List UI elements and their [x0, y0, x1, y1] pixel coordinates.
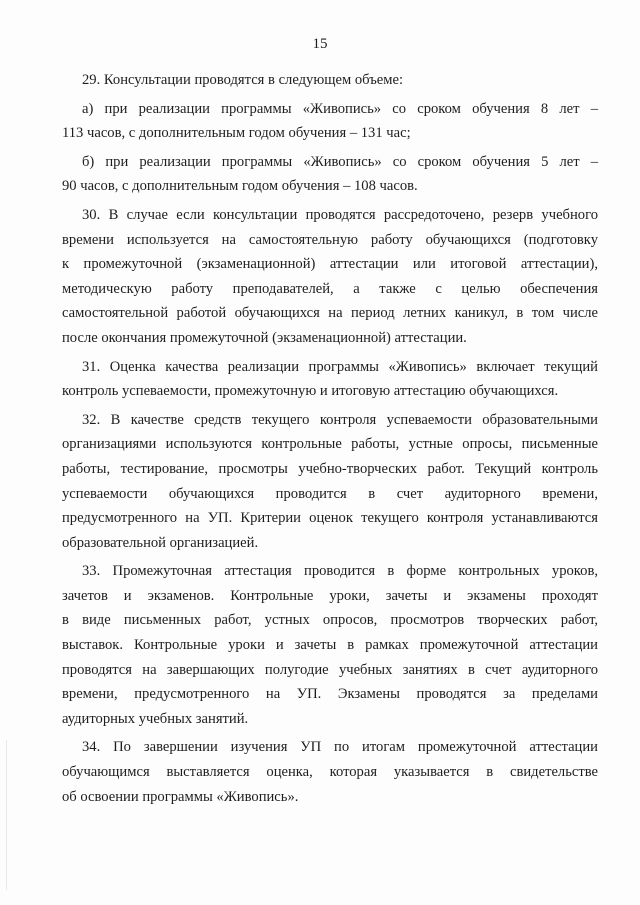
paragraph-line: 34. По завершении изучения УП по итогам промежуточной аттестации	[82, 739, 598, 756]
paragraph-line: 31. Оценка качества реализации программы «Живопись» включает текущий	[82, 358, 598, 375]
paragraph-line: самостоятельной работой обучающихся на период летних каникул, в том числе	[62, 305, 598, 322]
document-body	[62, 68, 598, 813]
paragraph	[62, 150, 598, 199]
paragraph	[62, 68, 598, 93]
paragraph-line: к промежуточной (экзаменационной) аттестации или итоговой аттестации),	[62, 256, 598, 273]
paragraph	[62, 559, 598, 731]
paragraph	[62, 355, 598, 404]
paragraph-line: зачетов и экзаменов. Контрольные уроки, зачеты и экзамены проходят	[62, 587, 598, 604]
paragraph-line: 30. В случае если консультации проводятся рассредоточено, резерв учебного	[82, 206, 598, 223]
paragraph	[62, 203, 598, 351]
paragraph-line: успеваемости обучающихся проводится в счет аудиторного времени,	[62, 485, 598, 502]
paragraph-line: времени, предусмотренного на УП. Экзамены проводятся за пределами	[62, 686, 598, 703]
paragraph-line: предусмотренного на УП. Критерии оценок текущего контроля устанавливаются	[62, 510, 598, 527]
page-number: 15	[312, 36, 328, 52]
paragraph-line: 113 часов, с дополнительным годом обучения – 131 час;	[62, 125, 411, 142]
paragraph-line: 29. Консультации проводятся в следующем объеме:	[82, 72, 403, 88]
paragraph-line: после окончания промежуточной (экзаменационной) аттестации.	[62, 329, 467, 346]
paragraph-line: контроль успеваемости, промежуточную и итоговую аттестацию обучающихся.	[62, 383, 559, 400]
paragraph	[62, 735, 598, 809]
paragraph-line: а) при реализации программы «Живопись» со сроком обучения 8 лет –	[82, 100, 598, 117]
paragraph-line: выставок. Контрольные уроки и зачеты в рамках промежуточной аттестации	[62, 637, 598, 654]
paragraph	[62, 97, 598, 146]
paragraph-line: образовательной организацией.	[62, 534, 259, 551]
paragraph-line: проводятся на завершающих полугодие учебных занятиях в счет аудиторного	[62, 661, 598, 678]
paragraph-line: в виде письменных работ, устных опросов, просмотров творческих работ,	[62, 612, 598, 629]
paragraph-line: б) при реализации программы «Живопись» со сроком обучения 5 лет –	[82, 153, 598, 170]
paragraph-line: 32. В качестве средств текущего контроля успеваемости образовательными	[82, 411, 598, 428]
paragraph-line: об освоении программы «Живопись».	[62, 788, 299, 805]
paragraph-line: обучающимся выставляется оценка, которая указывается в свидетельстве	[62, 764, 598, 781]
paragraph-line: организациями используются контрольные работы, устные опросы, письменные	[62, 436, 598, 453]
paragraph	[62, 408, 598, 556]
paragraph-line: методическую работу преподавателей, а также с целью обеспечения	[62, 280, 598, 297]
scan-edge-mark	[6, 740, 7, 890]
paragraph-line: аудиторных учебных занятий.	[62, 710, 249, 727]
paragraph-line: 90 часов, с дополнительным годом обучения – 108 часов.	[62, 178, 418, 195]
paragraph-line: времени используется на самостоятельную работу обучающихся (подготовку	[62, 231, 598, 248]
paragraph-line: работы, тестирование, просмотры учебно-творческих работ. Текущий контроль	[62, 460, 598, 477]
paragraph-line: 33. Промежуточная аттестация проводится в форме контрольных уроков,	[82, 563, 598, 580]
